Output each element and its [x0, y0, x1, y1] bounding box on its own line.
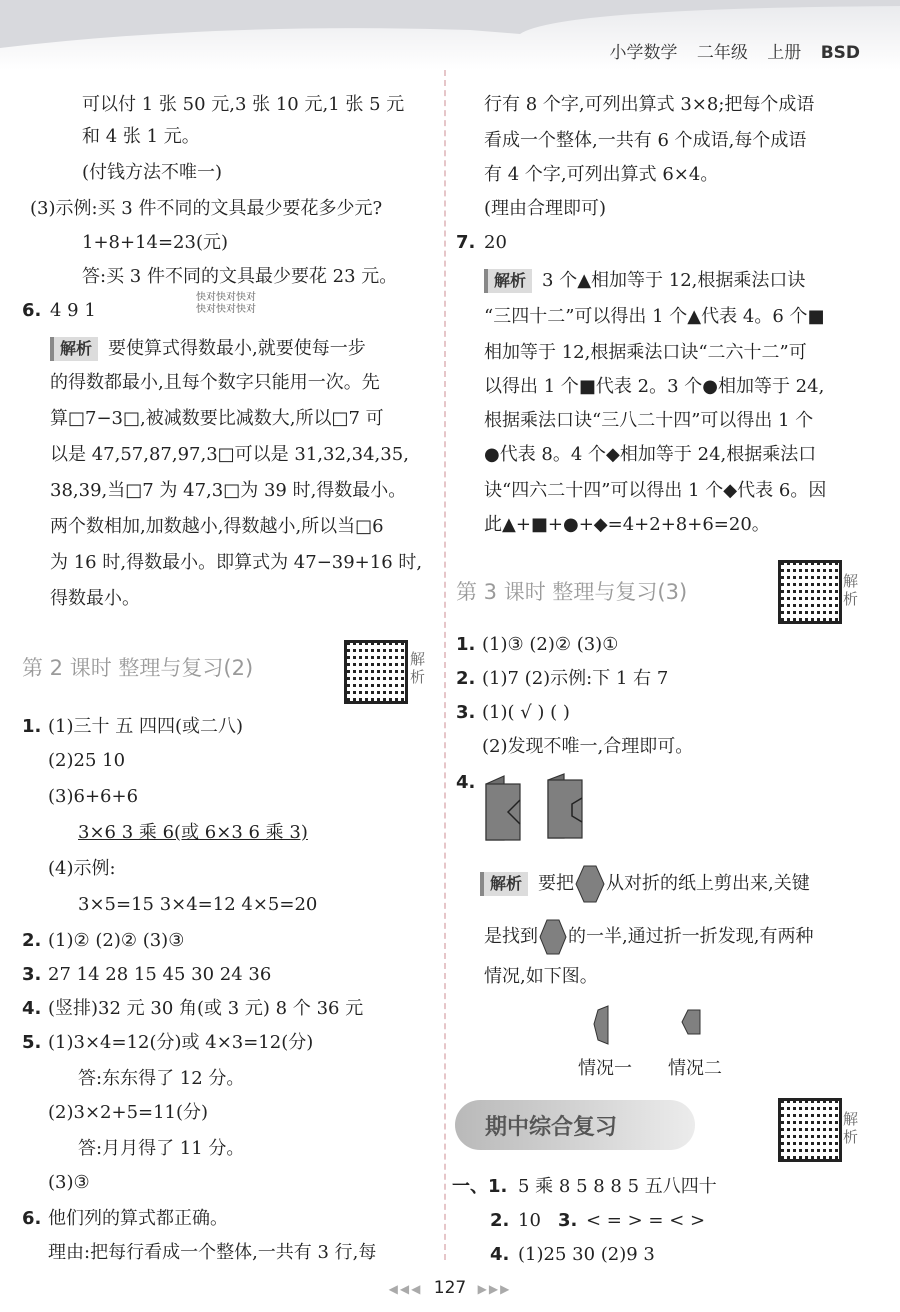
qr-label: 解析 [843, 1110, 859, 1146]
section-title: 第 2 课时 整理与复习(2) [22, 656, 254, 680]
explanation-line: 为 16 时,得数最小。即算式为 47−39+16 时, [50, 552, 423, 573]
answer-line: (理由合理即可) [484, 198, 607, 219]
explanation-line: ●代表 8。4 个◆相加等于 24,根据乘法口 [484, 444, 817, 465]
explanation-line: 根据乘法口诀“三八二十四”可以得出 1 个 [484, 410, 814, 431]
explanation-tag: 解析 [484, 269, 532, 293]
explanation-text: 要使算式得数最小,就要使每一步 [108, 338, 366, 359]
page-footer [0, 1278, 900, 1298]
question-number: 3. [456, 702, 476, 723]
explanation-line: 以是 47,57,87,97,3□可以是 31,32,34,35, [50, 444, 409, 465]
case-label: 情况一 [578, 1058, 632, 1079]
midterm-banner [455, 1100, 695, 1150]
answer-line: (2)发现不唯一,合理即可。 [482, 736, 694, 757]
question-number: 1. [22, 716, 42, 737]
explanation-tag: 解析 [480, 872, 528, 896]
case-one-shape [594, 1006, 608, 1044]
case-label: 情况二 [668, 1058, 722, 1079]
answer-line: 5 乘 8 5 8 8 5 五八四十 [518, 1176, 717, 1197]
answer-line: (1)三十 五 四四(或二八) [48, 716, 243, 737]
explanation-line [484, 918, 813, 956]
answer-line: 理由:把每行看成一个整体,一共有 3 行,每 [48, 1242, 377, 1263]
answer-line: (2)25 10 [48, 750, 126, 771]
explanation-text: 从对折的纸上剪出来,关键 [606, 873, 810, 894]
qr-code-icon[interactable] [778, 1098, 842, 1162]
explanation-tag: 解析 [50, 337, 98, 361]
answer-line: (4)示例: [48, 858, 116, 879]
explanation-line: 诀“四六二十四”可以得出 1 个◆代表 6。因 [484, 480, 827, 501]
folded-paper-figures [480, 770, 590, 842]
qr-label: 解析 [843, 572, 859, 608]
explanation-line: 相加等于 12,根据乘法口诀“二六十二”可 [484, 342, 807, 363]
explanation-text: 是找到 [484, 926, 538, 947]
answer-line: 和 4 张 1 元。 [82, 126, 200, 147]
answer-line: (1)( √ ) ( ) [482, 702, 570, 723]
answer-line: (3)③ [48, 1172, 90, 1193]
hexagon-icon [538, 918, 568, 956]
explanation-text: 要把 [538, 873, 575, 894]
header-subject: 小学数学 [609, 43, 678, 63]
explanation-line: 算□7−3□,被减数要比减数大,所以□7 可 [50, 408, 384, 429]
question-number: 2. [490, 1210, 510, 1231]
answer-line: (1)7 (2)示例:下 1 右 7 [482, 668, 669, 689]
answer-line: 看成一个整体,一共有 6 个成语,每个成语 [484, 130, 807, 151]
explanation-line: 两个数相加,加数越小,得数越小,所以当□6 [50, 516, 384, 537]
answer-line: 27 14 28 15 45 30 24 36 [48, 964, 272, 985]
explanation-line [50, 336, 366, 362]
answer-line: (1)② (2)② (3)③ [48, 930, 185, 951]
qr-label: 解析 [410, 650, 426, 686]
answer-line: (1)25 30 (2)9 3 [518, 1244, 655, 1265]
explanation-line: 38,39,当□7 为 47,3□为 39 时,得数最小。 [50, 480, 407, 501]
answer-line: 答:东东得了 12 分。 [78, 1068, 245, 1089]
answer-line: 3×5=15 3×4=12 4×5=20 [78, 894, 318, 915]
header-volume: 上册 [767, 43, 802, 63]
answer-line: (3)示例:买 3 件不同的文具最少要花多少元? [30, 198, 383, 219]
answer-line: (1)③ (2)② (3)① [482, 634, 619, 655]
answer-line: (付钱方法不唯一) [82, 162, 223, 183]
answer-line: (竖排)32 元 30 角(或 3 元) 8 个 36 元 [48, 998, 364, 1019]
answer-line: 10 [518, 1210, 541, 1231]
answer-line: (2)3×2+5=11(分) [48, 1102, 209, 1123]
answer-line: 3×6 3 乘 6(或 6×3 6 乘 3) [78, 822, 308, 843]
half-hexagon-cases [590, 1004, 710, 1048]
page-header [595, 38, 860, 63]
answer-line: 可以付 1 张 50 元,3 张 10 元,1 张 5 元 [82, 94, 405, 115]
explanation-line: 情况,如下图。 [484, 966, 598, 987]
answer-line: (3)6+6+6 [48, 786, 139, 807]
question-number: 1. [456, 634, 476, 655]
qr-code-icon[interactable] [778, 560, 842, 624]
question-number: 7. [456, 232, 476, 253]
header-edition: BSD [820, 43, 860, 63]
question-number: 4. [456, 772, 476, 793]
question-number: 4. [22, 998, 42, 1019]
explanation-line [484, 268, 805, 294]
case-two-shape [682, 1010, 700, 1034]
answer-line: 1+8+14=23(元) [82, 232, 229, 253]
question-number: 5. [22, 1032, 42, 1053]
qr-code-icon[interactable] [344, 640, 408, 704]
midterm-title: 期中综合复习 [485, 1115, 618, 1140]
left-arrows: ◀◀◀ [388, 1282, 423, 1296]
question-number: 6. [22, 1208, 42, 1229]
q6-answer: 4 9 1 [50, 300, 96, 321]
section-title: 第 3 课时 整理与复习(3) [456, 580, 688, 604]
question-number: 4. [490, 1244, 510, 1265]
watermark-text: 快对快对快对 [196, 292, 256, 303]
explanation-text: 的一半,通过折一折发现,有两种 [568, 926, 814, 947]
header-grade: 二年级 [696, 43, 748, 63]
hexagon-icon [574, 864, 606, 904]
column-divider [444, 70, 446, 1260]
answer-line: 他们列的算式都正确。 [48, 1208, 228, 1229]
right-arrows: ▶▶▶ [477, 1282, 512, 1296]
explanation-line: “三四十二”可以得出 1 个▲代表 4。6 个■ [484, 306, 825, 327]
answer-line: 有 4 个字,可列出算式 6×4。 [484, 164, 719, 185]
folded-paper-2 [548, 774, 582, 838]
explanation-text: 3 个▲相加等于 12,根据乘法口诀 [542, 270, 806, 291]
answer-line: (1)3×4=12(分)或 4×3=12(分) [48, 1032, 314, 1053]
explanation-line: 的得数都最小,且每个数字只能用一次。先 [50, 372, 380, 393]
page-number: 127 [433, 1278, 467, 1298]
watermark-text: 快对快对快对 [196, 304, 256, 315]
answer-line: 行有 8 个字,可列出算式 3×8;把每个成语 [484, 94, 815, 115]
question-number: 3. [558, 1210, 578, 1231]
answer-line: 答:买 3 件不同的文具最少要花 23 元。 [82, 266, 398, 287]
explanation-line: 此▲+■+●+◆=4+2+8+6=20。 [484, 514, 770, 535]
question-number: 2. [22, 930, 42, 951]
explanation-line [480, 864, 810, 904]
explanation-line: 得数最小。 [50, 588, 140, 609]
q7-answer: 20 [484, 232, 507, 253]
question-number: 一、1. [452, 1176, 508, 1197]
answer-line: 答:月月得了 11 分。 [78, 1138, 245, 1159]
question-number: 3. [22, 964, 42, 985]
explanation-line: 以得出 1 个■代表 2。3 个●相加等于 24, [484, 376, 825, 397]
folded-paper-1 [486, 776, 520, 840]
question-number: 2. [456, 668, 476, 689]
answer-line: < = > = < > [586, 1210, 706, 1231]
question-number: 6. [22, 300, 42, 321]
